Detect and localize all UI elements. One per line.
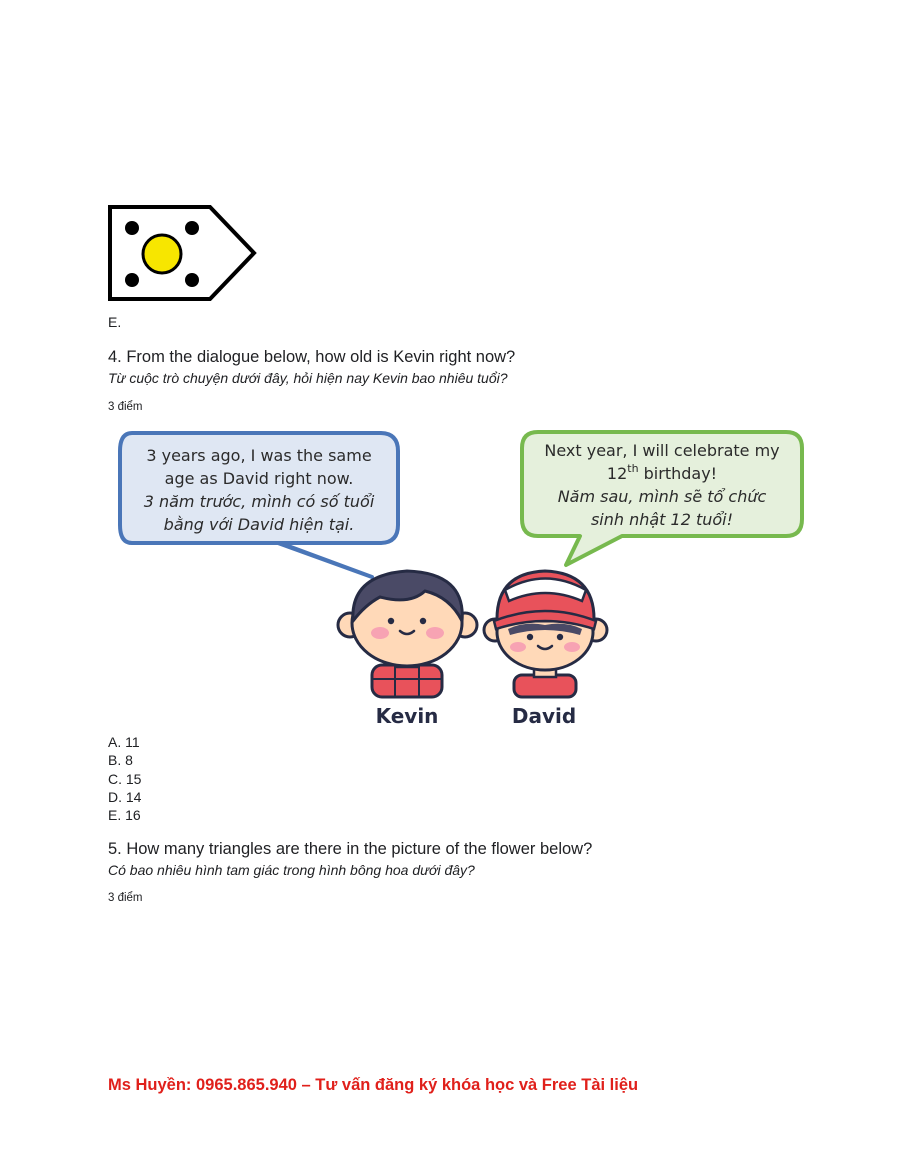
kevin-line-3: 3 năm trước, mình có số tuổi	[143, 492, 375, 511]
kevin-line-1: 3 years ago, I was the same	[146, 446, 372, 465]
q4-points: 3 điểm	[108, 401, 143, 413]
q5-subtitle: Có bao nhiêu hình tam giác trong hình bông hoa dưới đây?	[108, 862, 475, 878]
answer-option-a[interactable]: A. 11	[108, 734, 140, 750]
option-e-figure	[108, 204, 258, 302]
q4-title: 4. From the dialogue below, how old is Kevin right now?	[108, 348, 516, 366]
david-line-4: sinh nhật 12 tuổi!	[590, 510, 734, 529]
yellow-circle	[143, 235, 181, 273]
answer-option-e[interactable]: E. 16	[108, 807, 141, 824]
answer-option-c[interactable]: C. 15	[108, 770, 142, 787]
footer-contact: Ms Huyền: 0965.865.940 – Tư vấn đăng ký khóa học và Free Tài liệu	[108, 1076, 639, 1094]
dot-top-right	[185, 221, 199, 235]
kevin-line-2: age as David right now.	[164, 469, 354, 488]
dialogue-illustration	[110, 425, 810, 730]
answer-option-d[interactable]: D. 14	[108, 788, 142, 805]
dot-bottom-right	[185, 273, 199, 287]
david-line-2: 12th birthday!	[606, 462, 718, 483]
q4-answer-list	[108, 733, 141, 824]
kevin-line-4: bằng với David hiện tại.	[163, 515, 355, 534]
kevin-character-icon	[338, 571, 477, 697]
answer-option-b[interactable]: B. 8	[108, 752, 133, 769]
kevin-name: Kevin	[375, 704, 439, 728]
david-line-1: Next year, I will celebrate my	[544, 441, 780, 460]
q5-points: 3 điểm	[108, 892, 143, 904]
dot-bottom-left	[125, 273, 139, 287]
david-character-icon	[484, 571, 607, 697]
kevin-speech-bubble	[120, 433, 398, 577]
dot-top-left	[125, 221, 139, 235]
q4-subtitle: Từ cuộc trò chuyện dưới đây, hỏi hiện nay Kevin bao nhiêu tuổi?	[108, 370, 508, 386]
option-e-label[interactable]: E.	[108, 314, 122, 330]
david-speech-bubble	[522, 432, 802, 565]
q5-title: 5. How many triangles are there in the picture of the flower below?	[108, 840, 593, 858]
david-line-3: Năm sau, mình sẽ tổ chức	[557, 487, 767, 506]
david-name: David	[511, 704, 577, 728]
